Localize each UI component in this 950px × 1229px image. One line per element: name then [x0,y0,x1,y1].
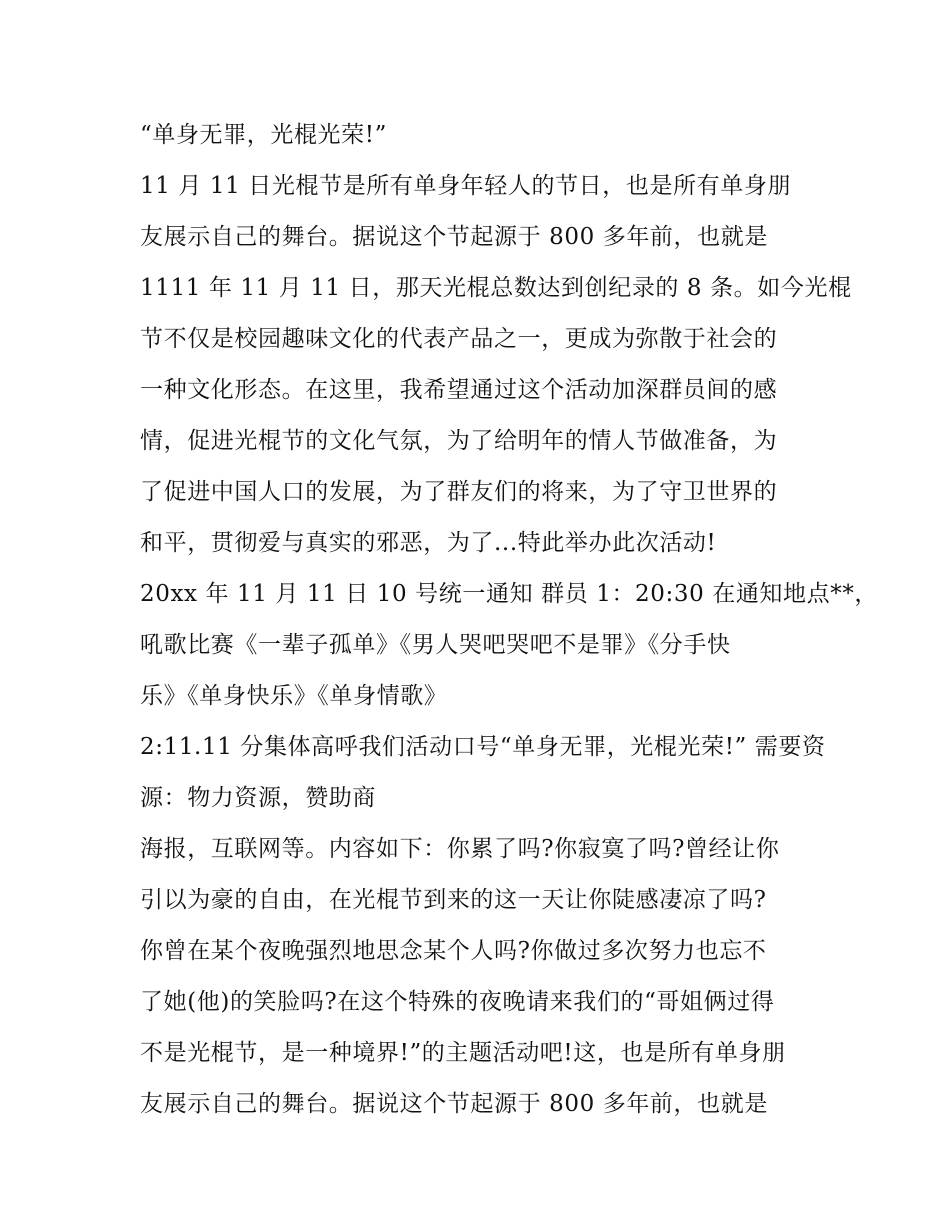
text-line: 海报，互联网等。内容如下：你累了吗?你寂寞了吗?曾经让你 [140,836,780,862]
text-line: 源：物力资源，赞助商 [140,785,376,811]
document-body [140,110,879,1130]
text-line: 了她(他)的笑脸吗?在这个特殊的夜晚请来我们的“哥姐俩过得 [140,989,775,1015]
text-line: 友展示自己的舞台。据说这个节起源于 800 多年前，也就是 [140,1091,768,1117]
text-line: 引以为豪的自由，在光棍节到来的这一天让你陡感凄凉了吗? [140,887,767,913]
text-line: 乐》《单身快乐》《单身情歌》 [140,683,448,709]
text-line: “单身无罪，光棍光荣!” [140,122,387,148]
text-line: 吼歌比赛《一辈子孤单》《男人哭吧哭吧不是罪》《分手快 [140,632,731,658]
text-line: 1111 年 11 月 11 日，那天光棍总数达到创纪录的 8 条。如今光棍 [140,275,852,301]
text-line: 和平，贯彻爱与真实的邪恶，为了...特此举办此次活动! [140,530,717,556]
text-line: 你曾在某个夜晚强烈地思念某个人吗?你做过多次努力也忘不 [140,938,767,964]
text-line: 节不仅是校园趣味文化的代表产品之一，更成为弥散于社会的 [140,326,778,352]
text-line: 2:11.11 分集体高呼我们活动口号“单身无罪，光棍光荣!” 需要资 [140,734,826,760]
text-line: 情，促进光棍节的文化气氛，为了给明年的情人节做准备，为 [140,428,778,454]
text-line: 了促进中国人口的发展，为了群友们的将来，为了守卫世界的 [140,479,778,505]
text-line: 11 月 11 日光棍节是所有单身年轻人的节日，也是所有单身朋 [140,173,792,199]
text-line: 20xx 年 11 月 11 日 10 号统一通知 群员 1：20:30 在通知地点**， [140,581,879,607]
text-line: 不是光棍节，是一种境界!”的主题活动吧!这，也是所有单身朋 [140,1040,786,1066]
text-line: 友展示自己的舞台。据说这个节起源于 800 多年前，也就是 [140,224,768,250]
text-line: 一种文化形态。在这里，我希望通过这个活动加深群员间的感 [140,377,778,403]
